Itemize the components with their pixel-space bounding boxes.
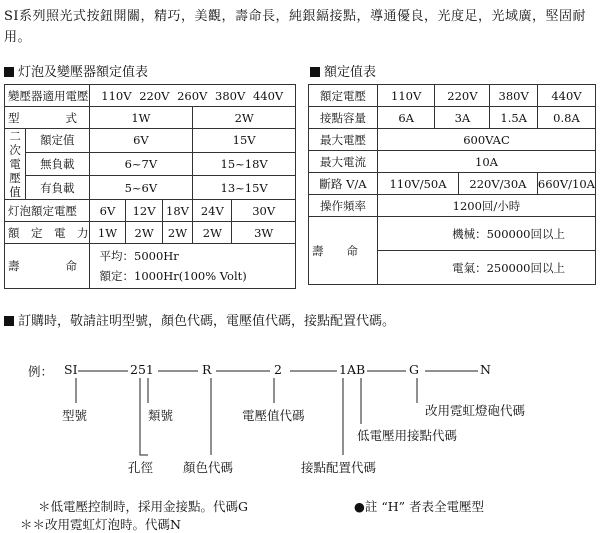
life2-label: 壽 命 <box>309 217 378 285</box>
rated-2w: 15V <box>193 129 296 153</box>
op-freq-value: 1200回/小時 <box>377 195 595 217</box>
code-251: 251 <box>130 362 154 377</box>
no-load-label: 無負載 <box>26 152 89 176</box>
life-rated: 額定：1000Hr(100% Volt) <box>99 269 247 283</box>
contact-capacity-label: 接點容量 <box>309 107 378 129</box>
power-cell: 2W <box>162 222 193 244</box>
rated-label: 額定值 <box>26 129 89 153</box>
note-neon: ＊＊改用霓虹灯泡時。代碼N <box>20 517 181 532</box>
tv-440: 440V <box>252 88 284 103</box>
max-voltage-label: 最大電壓 <box>309 129 378 151</box>
label-low-voltage-contact: 低電壓用接點代碼 <box>357 428 458 443</box>
life-label: 壽 命 <box>5 244 90 289</box>
life-mech: 機械：500000回以上 <box>377 217 595 251</box>
bulb-voltage-cell: 24V <box>193 200 232 222</box>
bulb-voltage-cell: 30V <box>232 200 296 222</box>
rv-cell: 440V <box>537 85 595 107</box>
bulb-voltage-label: 灯泡額定電壓 <box>5 200 90 222</box>
label-hole: 孔徑 <box>128 460 154 475</box>
life-elec: 電氣：250000回以上 <box>377 251 595 285</box>
breaking-label: 斷路 V/A <box>309 173 378 195</box>
power-cell: 3W <box>232 222 296 244</box>
tv-110: 110V <box>101 88 132 103</box>
tv-380: 380V <box>215 88 246 103</box>
code-r: R <box>202 362 212 377</box>
order-note-text: 訂購時，敬請註明型號，顏色代碼，電壓值代碼，接點配置代碼。 <box>18 314 396 329</box>
rv-cell: 220V <box>435 85 490 107</box>
rated-voltage-label: 額定電壓 <box>309 85 378 107</box>
code-n: N <box>480 362 491 377</box>
load-2w: 13~15V <box>193 176 296 200</box>
bulb-voltage-cell: 6V <box>89 200 126 222</box>
code-si: SI <box>64 362 78 377</box>
secondary-voltage-text: 二次電壓值 <box>9 129 21 199</box>
rated-1w: 6V <box>89 129 193 153</box>
tv-260: 260V <box>177 88 208 103</box>
cc-cell: 6A <box>377 107 434 129</box>
power-cell: 2W <box>126 222 162 244</box>
tv-220: 220V <box>139 88 170 103</box>
section1-title-text: 灯泡及變壓器額定值表 <box>18 65 149 80</box>
max-current-value: 10A <box>377 151 595 173</box>
code-2: 2 <box>274 362 282 377</box>
max-current-label: 最大電流 <box>309 151 378 173</box>
section2-title-text: 額定值表 <box>324 65 377 80</box>
code-g: G <box>409 362 419 377</box>
no-load-1w: 6~7V <box>89 152 193 176</box>
rv-cell: 110V <box>377 85 434 107</box>
load-1w: 5~6V <box>89 176 193 200</box>
model-1w: 1W <box>89 107 193 129</box>
bulb-voltage-cell: 18V <box>162 200 193 222</box>
intro-text: SI系列照光式按鈕開關，精巧，美觀，壽命長，純銀鎘接點，導通優良，光度足，光域廣，堅固耐用。 <box>4 9 587 45</box>
leader-hole <box>140 378 148 455</box>
model-2w: 2W <box>193 107 296 129</box>
label-voltage: 電壓值代碼 <box>242 408 305 423</box>
note-full-voltage: ●註 “H” 者表全電壓型 <box>354 499 485 514</box>
model-label: 型 式 <box>5 107 90 129</box>
life-avg: 平均：5000Hr <box>99 249 179 263</box>
op-freq-label: 操作頻率 <box>309 195 378 217</box>
no-load-2w: 15~18V <box>193 152 296 176</box>
cc-cell: 3A <box>435 107 490 129</box>
label-color: 顏色代碼 <box>183 460 234 475</box>
transformer-voltage-label: 變壓器適用電壓 <box>5 85 90 107</box>
max-voltage-value: 600VAC <box>377 129 595 151</box>
label-class: 類號 <box>148 408 174 423</box>
cc-cell: 0.8A <box>537 107 595 129</box>
note-gold-contact: ＊低電壓控制時，採用金接點。代碼G <box>38 499 248 514</box>
cc-cell: 1.5A <box>490 107 537 129</box>
code-1ab: 1AB <box>339 362 366 377</box>
label-model: 型號 <box>62 408 88 423</box>
rv-cell: 380V <box>490 85 537 107</box>
breaking-cell: 660V/10A <box>537 173 595 195</box>
power-label: 額 定 電 力 <box>5 222 90 244</box>
example-prefix: 例： <box>28 364 54 379</box>
power-cell: 2W <box>193 222 232 244</box>
bulb-voltage-cell: 12V <box>126 200 162 222</box>
load-label: 有負載 <box>26 176 89 200</box>
label-contact: 接點配置代碼 <box>301 460 377 475</box>
breaking-cell: 110V/50A <box>377 173 458 195</box>
label-neon: 改用霓虹燈砲代碼 <box>425 403 526 418</box>
breaking-cell: 220V/30A <box>459 173 538 195</box>
power-cell: 1W <box>89 222 126 244</box>
